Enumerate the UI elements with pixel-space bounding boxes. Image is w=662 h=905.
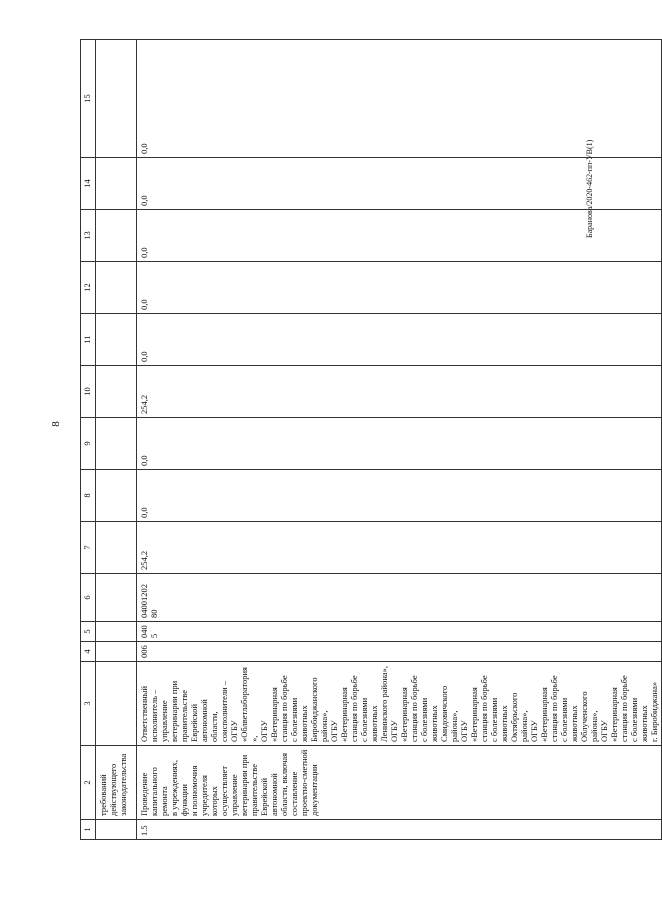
table-cell [96, 662, 137, 746]
value-cell-15: 0,0 [137, 40, 662, 158]
table-cell [96, 262, 137, 314]
table-cell [96, 820, 137, 840]
value-cell-13: 0,0 [137, 210, 662, 262]
value-cell-14: 0,0 [137, 158, 662, 210]
table-cell [96, 40, 137, 158]
table-cell [96, 642, 137, 662]
column-header: 15 [81, 40, 96, 158]
value-cell-9: 0,0 [137, 418, 662, 470]
value-cell-7: 254,2 [137, 522, 662, 574]
column-header: 8 [81, 470, 96, 522]
column-header: 13 [81, 210, 96, 262]
row-number-cell: 1.5 [137, 820, 662, 840]
page-number: 8 [50, 421, 62, 427]
column-header: 4 [81, 642, 96, 662]
executor-cell: Ответственный исполнитель – управление ветеринарии при правительстве Еврейской автономной области, соисполнители – ОГБУ «Облветлаборатория», ОГБУ «Ветеринарная станция по борьбе с болезнями животных Биробиджанского района», ОГБУ «Ветеринарная станция по борьбе с болезнями животных Ленинского района», ОГБУ «Ветеринарная станция по борьбе с болезнями животных Смидовичского района», ОГБУ «Ветеринарная станция по борьбе с болезнями животных Октябрьского района», ОГБУ «Ветеринарная станция по борьбе с болезнями животных Облученского района», ОГБУ «Ветеринарная станция по борьбе с болезнями животных г. Биробиджана» [137, 662, 662, 746]
column-header: 1 [81, 820, 96, 840]
csr-cell: 04001202 80 [137, 574, 662, 622]
value-cell-12: 0,0 [137, 262, 662, 314]
value-cell-10: 254,2 [137, 366, 662, 418]
table-cell [96, 574, 137, 622]
table-cell [96, 158, 137, 210]
continuation-row [96, 40, 137, 840]
continued-text-cell: требований действующего законодательства [96, 746, 137, 820]
table-cell [96, 522, 137, 574]
column-header: 3 [81, 662, 96, 746]
value-cell-11: 0,0 [137, 314, 662, 366]
column-header: 7 [81, 522, 96, 574]
table-row [137, 40, 662, 840]
column-header: 14 [81, 158, 96, 210]
table-cell [96, 470, 137, 522]
column-header: 9 [81, 418, 96, 470]
rzpr-cell: 0405 [137, 622, 662, 642]
table-cell [96, 622, 137, 642]
column-header: 2 [81, 746, 96, 820]
table-cell [96, 314, 137, 366]
column-header: 12 [81, 262, 96, 314]
activity-name-cell: Проведение капитального ремонта в учреждениях, функции и полномочия учредителя которых осуществляет управление ветеринарии при правительстве Еврейской автономной области, включая составление проектно-сметной документации [137, 746, 662, 820]
table-cell [96, 210, 137, 262]
table-cell [96, 366, 137, 418]
footer-code-text: Баранова/2020-462-пп-УВ(1) [585, 139, 594, 238]
grbs-cell: 006 [137, 642, 662, 662]
column-number-row [81, 40, 96, 840]
table-cell [96, 418, 137, 470]
column-header: 5 [81, 622, 96, 642]
column-header: 11 [81, 314, 96, 366]
value-cell-8: 0,0 [137, 470, 662, 522]
program-activities-table [80, 39, 662, 840]
column-header: 6 [81, 574, 96, 622]
column-header: 10 [81, 366, 96, 418]
